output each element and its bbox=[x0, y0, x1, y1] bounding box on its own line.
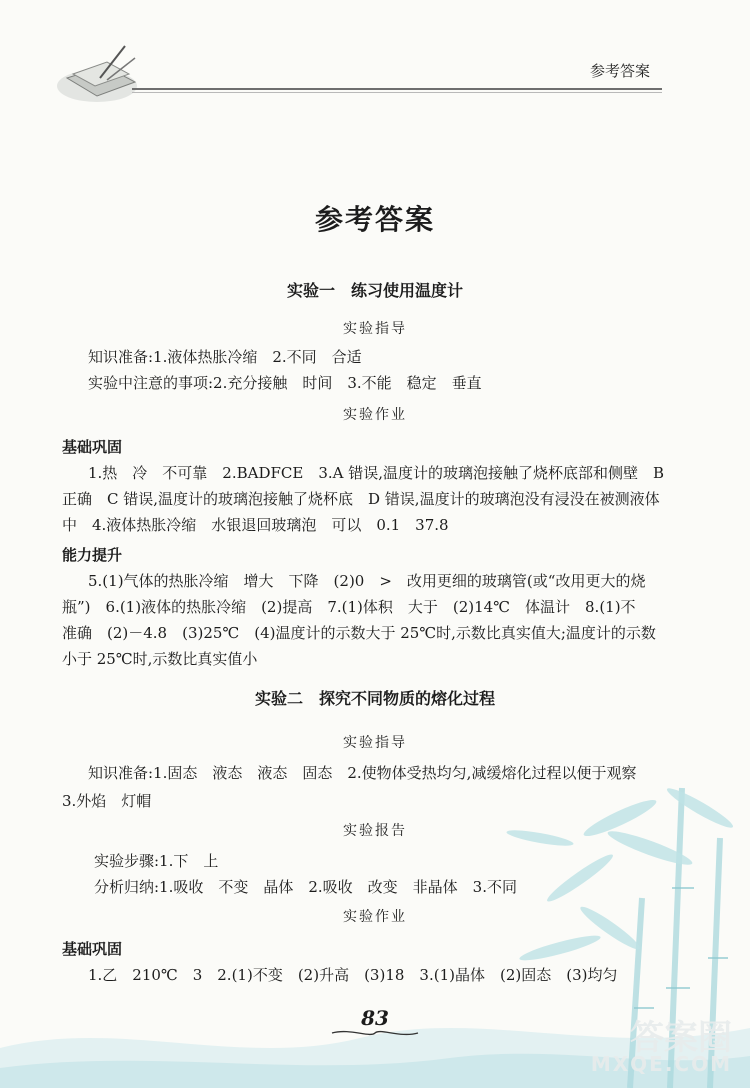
exp2-report-heading: 实验报告 bbox=[343, 823, 407, 839]
exp1-title: 实验一 练习使用温度计 bbox=[286, 281, 463, 300]
exp1-basic-heading: 基础巩固 bbox=[62, 438, 123, 456]
exp1-ability-line-3: 准确 (2)－4.8 (3)25℃ (4)温度计的示数大于 25℃时,示数比真实值大;温度计的示数 bbox=[62, 624, 656, 642]
exp2-report-line-2: 分析归纳:1.吸收 不变 晶体 2.吸收 改变 非晶体 3.不同 bbox=[94, 878, 517, 896]
header-rule-thin bbox=[132, 92, 662, 93]
exp2-guide-line-1: 知识准备:1.固态 液态 液态 固态 2.使物体受热均匀,减缓熔化过程以便于观察 bbox=[88, 764, 637, 782]
header-rule bbox=[132, 88, 662, 90]
page-title: 参考答案 bbox=[314, 203, 435, 236]
exp1-guide-line-1: 知识准备:1.液体热胀冷缩 2.不同 合适 bbox=[88, 348, 362, 366]
exp1-ability-line-4: 小于 25℃时,示数比真实值小 bbox=[62, 650, 258, 668]
watermark bbox=[570, 1010, 740, 1080]
running-title: 参考答案 bbox=[590, 62, 651, 80]
exp1-basic-line-3: 中 4.液体热胀冷缩 水银退回玻璃泡 可以 0.1 37.8 bbox=[62, 516, 449, 534]
watermark-bottom-text: MXQE.COM bbox=[590, 1052, 732, 1076]
exp1-guide-line-2: 实验中注意的事项:2.充分接触 时间 3.不能 稳定 垂直 bbox=[88, 374, 482, 392]
page-number: 83 bbox=[361, 1006, 389, 1030]
exp1-ability-line-2: 瓶”) 6.(1)液体的热胀冷缩 (2)提高 7.(1)体积 大于 (2)14℃ 体温计 8.(1)不 bbox=[62, 598, 636, 616]
watermark-top-text: 答案圈 bbox=[630, 1018, 732, 1058]
page-number-ornament bbox=[330, 1026, 420, 1040]
exp2-guide-line-2: 3.外焰 灯帽 bbox=[62, 792, 152, 810]
exp1-basic-line-1: 1.热 冷 不可靠 2.BADFCE 3.A 错误,温度计的玻璃泡接触了烧杯底部和侧壁 B bbox=[88, 464, 665, 482]
exp1-guide-heading: 实验指导 bbox=[343, 321, 407, 337]
header-book-illustration bbox=[55, 38, 145, 108]
exp2-basic-heading: 基础巩固 bbox=[62, 940, 123, 958]
exp2-title: 实验二 探究不同物质的熔化过程 bbox=[254, 689, 495, 708]
exp1-basic-line-2: 正确 C 错误,温度计的玻璃泡接触了烧杯底 D 错误,温度计的玻璃泡没有浸没在被测液体 bbox=[62, 490, 660, 508]
exp1-ability-line-1: 5.(1)气体的热胀冷缩 增大 下降 (2)0 > 改用更细的玻璃管(或“改用更大的烧 bbox=[88, 572, 646, 590]
exp2-report-line-1: 实验步骤:1.下 上 bbox=[94, 852, 219, 870]
exp2-basic-line-1: 1.乙 210℃ 3 2.(1)不变 (2)升高 (3)18 3.(1)晶体 (2)固态 (3)均匀 bbox=[88, 966, 618, 984]
exp2-guide-heading: 实验指导 bbox=[343, 735, 407, 751]
exp1-ability-heading: 能力提升 bbox=[62, 546, 123, 564]
exp2-homework-heading: 实验作业 bbox=[343, 909, 407, 925]
exp1-homework-heading: 实验作业 bbox=[343, 407, 407, 423]
